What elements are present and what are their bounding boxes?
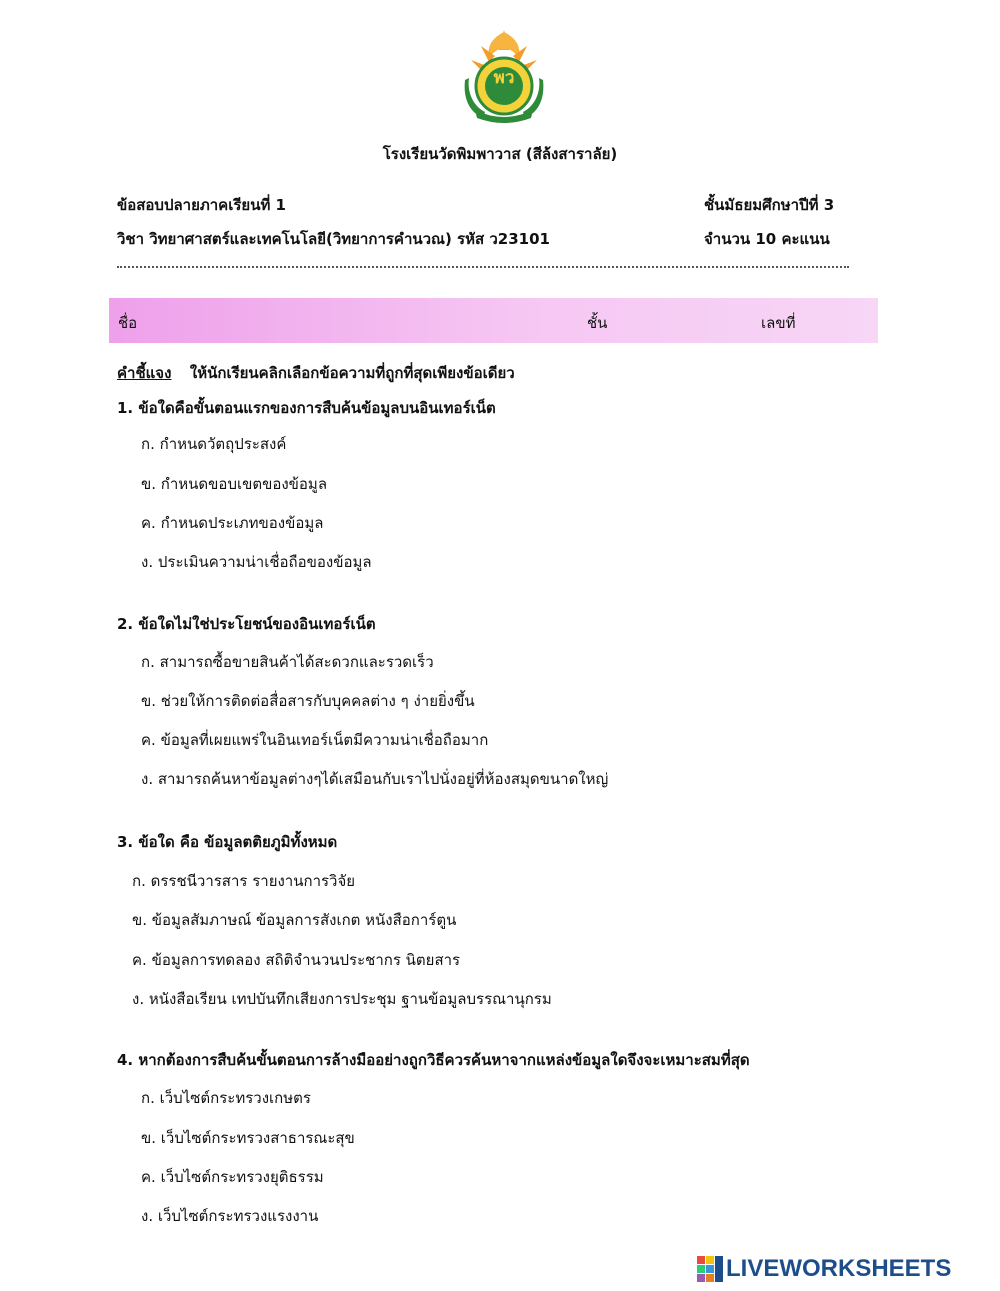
question-1: 1. ข้อใดคือขั้นตอนแรกของการสืบค้นข้อมูลบนอินเทอร์เน็ต [117, 399, 496, 417]
exam-score: จำนวน 10 คะแนน [704, 230, 830, 248]
q4-option-b[interactable]: ข. เว็บไซต์กระทรวงสาธารณะสุข [141, 1129, 355, 1147]
question-2: 2. ข้อใดไม่ใช่ประโยชน์ของอินเทอร์เน็ต [117, 615, 376, 633]
q1-option-d[interactable]: ง. ประเมินความน่าเชื่อถือของข้อมูล [141, 553, 372, 571]
question-3: 3. ข้อใด คือ ข้อมูลตติยภูมิทั้งหมด [117, 833, 338, 851]
q2-option-b[interactable]: ข. ช่วยให้การติดต่อสื่อสารกับบุคคลต่าง ๆ ง่ายยิ่งขึ้น [141, 692, 475, 710]
school-name: โรงเรียนวัดพิมพาวาส (สีล้งสาราลัย) [382, 145, 618, 163]
q2-option-d[interactable]: ง. สามารถค้นหาข้อมูลต่างๆได้เสมือนกับเราไปนั่งอยู่ที่ห้องสมุดขนาดใหญ่ [141, 770, 609, 788]
class-label: ชั้น [587, 314, 608, 332]
question-4: 4. หากต้องการสืบค้นขั้นตอนการล้างมืออย่างถูกวิธีควรค้นหาจากแหล่งข้อมูลใดจึงจะเหมาะสมที่สุด [117, 1051, 750, 1069]
q4-option-c[interactable]: ค. เว็บไซต์กระทรวงยุติธรรม [141, 1168, 324, 1186]
student-info-bar [109, 298, 878, 343]
q1-option-b[interactable]: ข. กำหนดขอบเขตของข้อมูล [141, 475, 328, 493]
exam-grade: ชั้นมัธยมศึกษาปีที่ 3 [704, 196, 835, 214]
instructions-label: คำชี้แจง [117, 364, 172, 382]
exam-subject: วิชา วิทยาศาสตร์และเทคโนโลยี(วิทยาการคำนวณ) รหัส ว23101 [117, 230, 550, 248]
instructions [117, 361, 515, 385]
instructions-text: ให้นักเรียนคลิกเลือกข้อความที่ถูกที่สุดเพียงข้อเดียว [189, 364, 515, 382]
q1-option-a[interactable]: ก. กำหนดวัตถุประสงค์ [141, 435, 287, 453]
q2-option-c[interactable]: ค. ข้อมูลที่เผยแพร่ในอินเทอร์เน็ตมีความน่าเชื่อถือมาก [141, 731, 489, 749]
watermark-text: LIVEWORKSHEETS [726, 1255, 952, 1282]
q3-option-b[interactable]: ข. ข้อมูลสัมภาษณ์ ข้อมูลการสังเกต หนังสือการ์ตูน [132, 911, 457, 929]
q3-option-a[interactable]: ก. ดรรชนีวารสาร รายงานการวิจัย [132, 872, 356, 890]
liveworksheets-logo-icon [697, 1256, 723, 1282]
number-label: เลขที่ [761, 314, 796, 332]
q4-option-a[interactable]: ก. เว็บไซต์กระทรวงเกษตร [141, 1089, 311, 1107]
dotted-divider [117, 266, 849, 268]
q2-option-a[interactable]: ก. สามารถซื้อขายสินค้าได้สะดวกและรวดเร็ว [141, 653, 434, 671]
q3-option-d[interactable]: ง. หนังสือเรียน เทปบันทึกเสียงการประชุม ฐานข้อมูลบรรณานุกรม [132, 990, 552, 1008]
name-label: ชื่อ [118, 314, 138, 332]
q3-option-c[interactable]: ค. ข้อมูลการทดลอง สถิติจำนวนประชากร นิตยสาร [132, 951, 461, 969]
q1-option-c[interactable]: ค. กำหนดประเภทของข้อมูล [141, 514, 324, 532]
exam-title: ข้อสอบปลายภาคเรียนที่ 1 [117, 196, 286, 214]
logo-text: พว [493, 68, 515, 88]
q4-option-d[interactable]: ง. เว็บไซต์กระทรวงแรงงาน [141, 1207, 319, 1225]
